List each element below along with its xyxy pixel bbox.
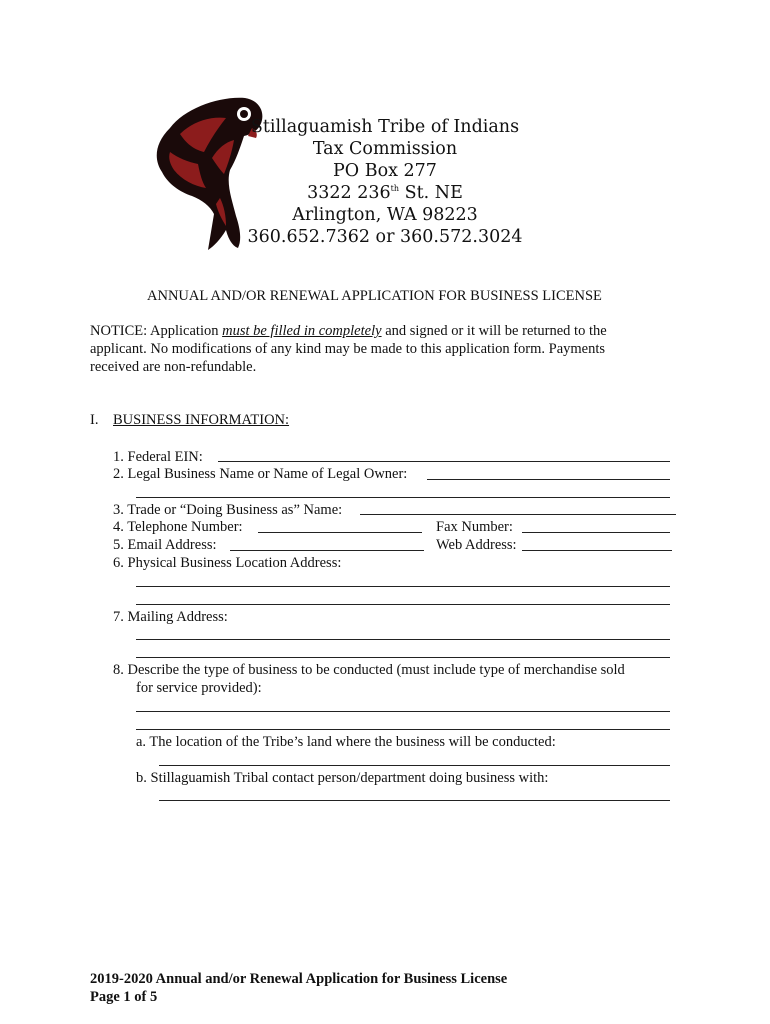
physical-address-input-line-2[interactable] xyxy=(136,604,670,605)
section-numeral: I. xyxy=(90,412,99,428)
field-federal-ein-label: 1. Federal EIN: xyxy=(113,449,203,465)
phone-numbers: 360.652.7362 or 360.572.3024 xyxy=(247,227,523,247)
notice-line-3: received are non-refundable. xyxy=(90,359,257,375)
field-web-label: Web Address: xyxy=(436,537,517,553)
street-address: 3322 236th St. NE xyxy=(307,183,463,203)
po-box: PO Box 277 xyxy=(333,161,437,181)
city-state-zip: Arlington, WA 98223 xyxy=(292,205,478,225)
field-tribal-land-location-label: a. The location of the Tribe’s land where the business will be conducted: xyxy=(136,734,556,750)
section-title: BUSINESS INFORMATION: xyxy=(113,412,290,428)
field-fax-label: Fax Number: xyxy=(436,519,513,535)
field-physical-address-label: 6. Physical Business Location Address: xyxy=(113,555,342,571)
business-type-input-line-1[interactable] xyxy=(136,711,670,712)
field-email-label: 5. Email Address: xyxy=(113,537,217,553)
fax-input-line[interactable] xyxy=(522,532,670,533)
notice-line-2: applicant. No modifications of any kind may be made to this application form. Payments xyxy=(90,341,606,357)
mailing-address-input-line-1[interactable] xyxy=(136,639,670,640)
mailing-address-input-line-2[interactable] xyxy=(136,657,670,658)
email-input-line[interactable] xyxy=(230,550,424,551)
page-number: Page 1 of 5 xyxy=(90,989,158,1005)
legal-name-input-line[interactable] xyxy=(427,479,670,480)
trade-name-input-line[interactable] xyxy=(360,514,676,515)
field-tribal-contact-label: b. Stillaguamish Tribal contact person/department doing business with: xyxy=(136,770,549,786)
dept-name: Tax Commission xyxy=(312,139,458,159)
telephone-input-line[interactable] xyxy=(258,532,422,533)
tribal-contact-input-line[interactable] xyxy=(159,800,670,801)
field-business-type-label: 8. Describe the type of business to be conducted (must include type of merchandise sold xyxy=(113,662,625,678)
physical-address-input-line-1[interactable] xyxy=(136,586,670,587)
field-trade-name-label: 3. Trade or “Doing Business as” Name: xyxy=(113,502,343,518)
field-business-type-label-2: for service provided): xyxy=(136,680,262,696)
field-mailing-address-label: 7. Mailing Address: xyxy=(113,609,228,625)
legal-name-input-line-2[interactable] xyxy=(136,497,670,498)
form-title: ANNUAL AND/OR RENEWAL APPLICATION FOR BUSINESS LICENSE xyxy=(147,288,602,304)
web-input-line[interactable] xyxy=(522,550,672,551)
footer-title: 2019-2020 Annual and/or Renewal Application for Business License xyxy=(90,971,508,987)
org-name: Stillaguamish Tribe of Indians xyxy=(250,117,520,137)
tribal-land-location-input-line[interactable] xyxy=(159,765,670,766)
notice-line-1: NOTICE: Application must be filled in completely and signed or it will be returned to the xyxy=(90,323,607,339)
field-legal-name-label: 2. Legal Business Name or Name of Legal Owner: xyxy=(113,466,408,482)
federal-ein-input-line[interactable] xyxy=(218,461,670,462)
business-type-input-line-2[interactable] xyxy=(136,729,670,730)
field-telephone-label: 4. Telephone Number: xyxy=(113,519,243,535)
